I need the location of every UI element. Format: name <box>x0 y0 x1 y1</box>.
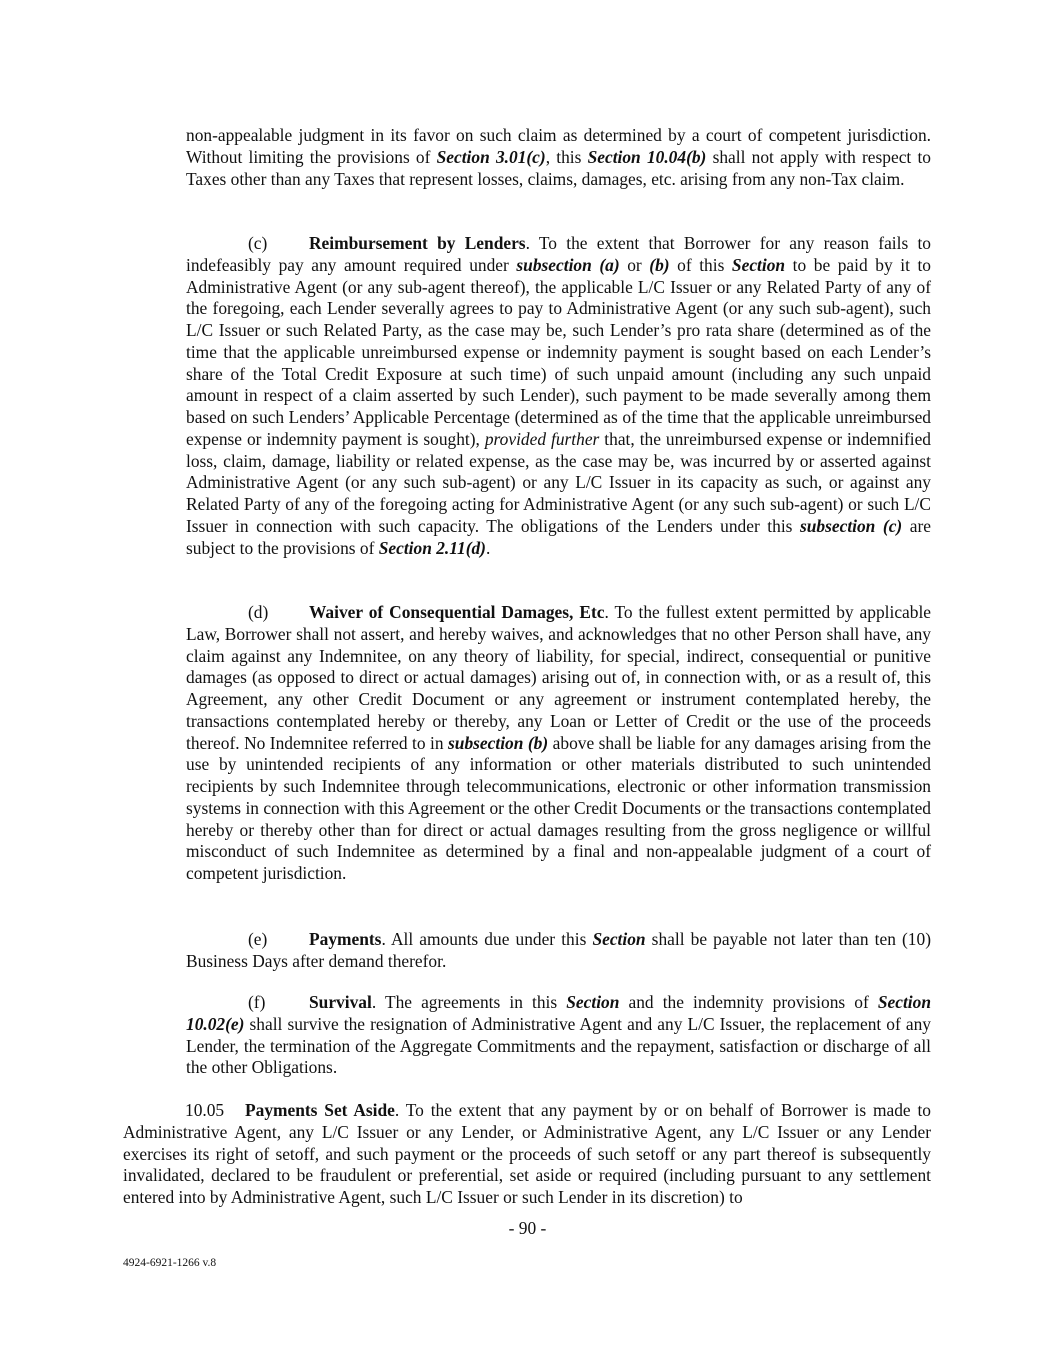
section-reference: subsection (a) <box>516 254 620 275</box>
paragraph-label: (c) <box>248 233 268 253</box>
text: of this <box>669 254 732 275</box>
section-number: 10.05 <box>185 1100 225 1120</box>
text: . The agreements in this <box>371 992 567 1012</box>
text: non-appealable judgment in its favor on such claim as determined by a court of competent jurisdiction. Without limiting the provisions of <box>186 125 931 167</box>
paragraph-f <box>186 992 931 1079</box>
page-number: - 90 - <box>508 1218 547 1238</box>
section-reference: Section <box>592 929 646 949</box>
paragraph-c <box>186 233 931 559</box>
text: that, the unreimbursed expense or indemnified loss, claim, damage, liability or related expense, as the case may be, was incurred by or asserted against Administrative Agent (or any such sub-agent) or any L/C Issuer in its capacity as such, or against any Related Party of any of the foregoing acting for Administrative Agent (or any such sub-agent) or such L/C Issuer in connection with such capacity. The obligations of the Lenders under this <box>186 428 931 536</box>
section-reference: Section 10.02(e) <box>186 992 931 1034</box>
section-reference: Section 2.11(d) <box>378 537 486 558</box>
section-reference: Section 3.01(c) <box>436 146 546 167</box>
paragraph-b-continuation <box>186 125 931 190</box>
text: above shall be liable for any damages arising from the use by unintended recipients of any information or other materials distributed to such unintended recipients by such Indemnitee through telecommunications, electronic or other information transmission systems in connection with this Agreement or the other Credit Documents or the transactions contemplated hereby or thereby other than for direct or actual damages resulting from the gross negligence or willful misconduct of such Indemnitee as determined by a final and non-appealable judgment of a court of competent jurisdiction. <box>186 732 932 883</box>
text: . To the extent that Borrower for any reason fails to indefeasibly pay any amount required under <box>186 233 932 275</box>
paragraph-label: (f) <box>248 992 266 1012</box>
section-10-05 <box>123 1100 931 1209</box>
text: . To the fullest extent permitted by applicable Law, Borrower shall not assert, and hereby waives, and acknowledges that no other Person shall have, any claim against any Indemnitee, on any theory of liability, for special, indirect, consequential or punitive damages (as opposed to direct or actual damages) arising out of, in connection with, or as a result of, this Agreement, any other Credit Document or any agreement or instrument contemplated hereby, the transactions contemplated hereby or thereby, any Loan or Letter of Credit or the use of the proceeds thereof. No Indemnitee referred to in <box>186 602 931 753</box>
text: . <box>485 537 491 558</box>
text: to be paid by it to Administrative Agent (or any sub-agent thereof), the applicable L/C Issuer or any Related Party of any of the foregoing, each Lender severally agrees to pay to Administrative Agent (or any such sub-agent), such L/C Issuer or such Related Party, as the case may be, such Lender’s pro rata share (determined as of the time that the applicable unreimbursed expense or indemnity payment is sought based on each Lender’s share of the Total Credit Exposure at such time) of such unpaid amount (including any such unpaid amount in respect of a claim asserted by such Lender), such payment to be made severally among them based on such Lenders’ Applicable Percentage (determined as of the time that the applicable unreimbursed expense or indemnity payment is sought), <box>186 254 932 449</box>
paragraph-label: (e) <box>248 929 268 949</box>
text: , this <box>545 146 588 167</box>
section-reference: Section 10.04(b) <box>587 146 707 167</box>
paragraph-d <box>186 602 931 885</box>
paragraph-heading: Waiver of Consequential Damages, Etc <box>309 602 605 622</box>
paragraph-heading: Reimbursement by Lenders <box>309 233 526 253</box>
text: and the indemnity provisions of <box>619 992 878 1012</box>
paragraph-heading: Payments <box>309 929 382 949</box>
document-id: 4924-6921-1266 v.8 <box>123 1257 217 1269</box>
text: shall survive the resignation of Administrative Agent and any L/C Issuer, the replacement of any Lender, the termination of the Aggregate Commitments and the repayment, satisfaction or discharge of all the other Obligations. <box>186 1013 931 1078</box>
italic-term: provided further <box>484 428 600 449</box>
text: . All amounts due under this <box>381 929 593 949</box>
section-reference: subsection (b) <box>448 732 549 753</box>
paragraph-label: (d) <box>248 602 269 622</box>
text: . To the extent that any payment by or on behalf of Borrower is made to Administrative Agent, any L/C Issuer or any Lender, or Administrative Agent, any L/C Issuer or any Lender exercises its right of setoff, and such payment or the proceeds of such setoff or any part thereof is subsequently invalidated, declared to be fraudulent or preferential, set aside or required (including pursuant to any settlement entered into by Administrative Agent, such L/C Issuer or such Lender in its discretion) to <box>123 1100 931 1207</box>
section-reference: subsection (c) <box>799 515 903 536</box>
text: or <box>619 254 650 275</box>
text: shall not apply with respect to Taxes other than any Taxes that represent losses, claims, damages, etc. arising from any non-Tax claim. <box>186 146 931 189</box>
section-heading: Payments Set Aside <box>245 1100 395 1120</box>
text: shall be payable not later than ten (10) Business Days after demand therefor. <box>186 929 931 971</box>
text: are subject to the provisions of <box>186 515 932 558</box>
paragraph-e <box>186 929 931 973</box>
paragraph-heading: Survival <box>309 992 372 1012</box>
section-reference: Section <box>731 254 786 275</box>
section-reference: (b) <box>649 254 670 275</box>
section-reference: Section <box>566 992 620 1012</box>
